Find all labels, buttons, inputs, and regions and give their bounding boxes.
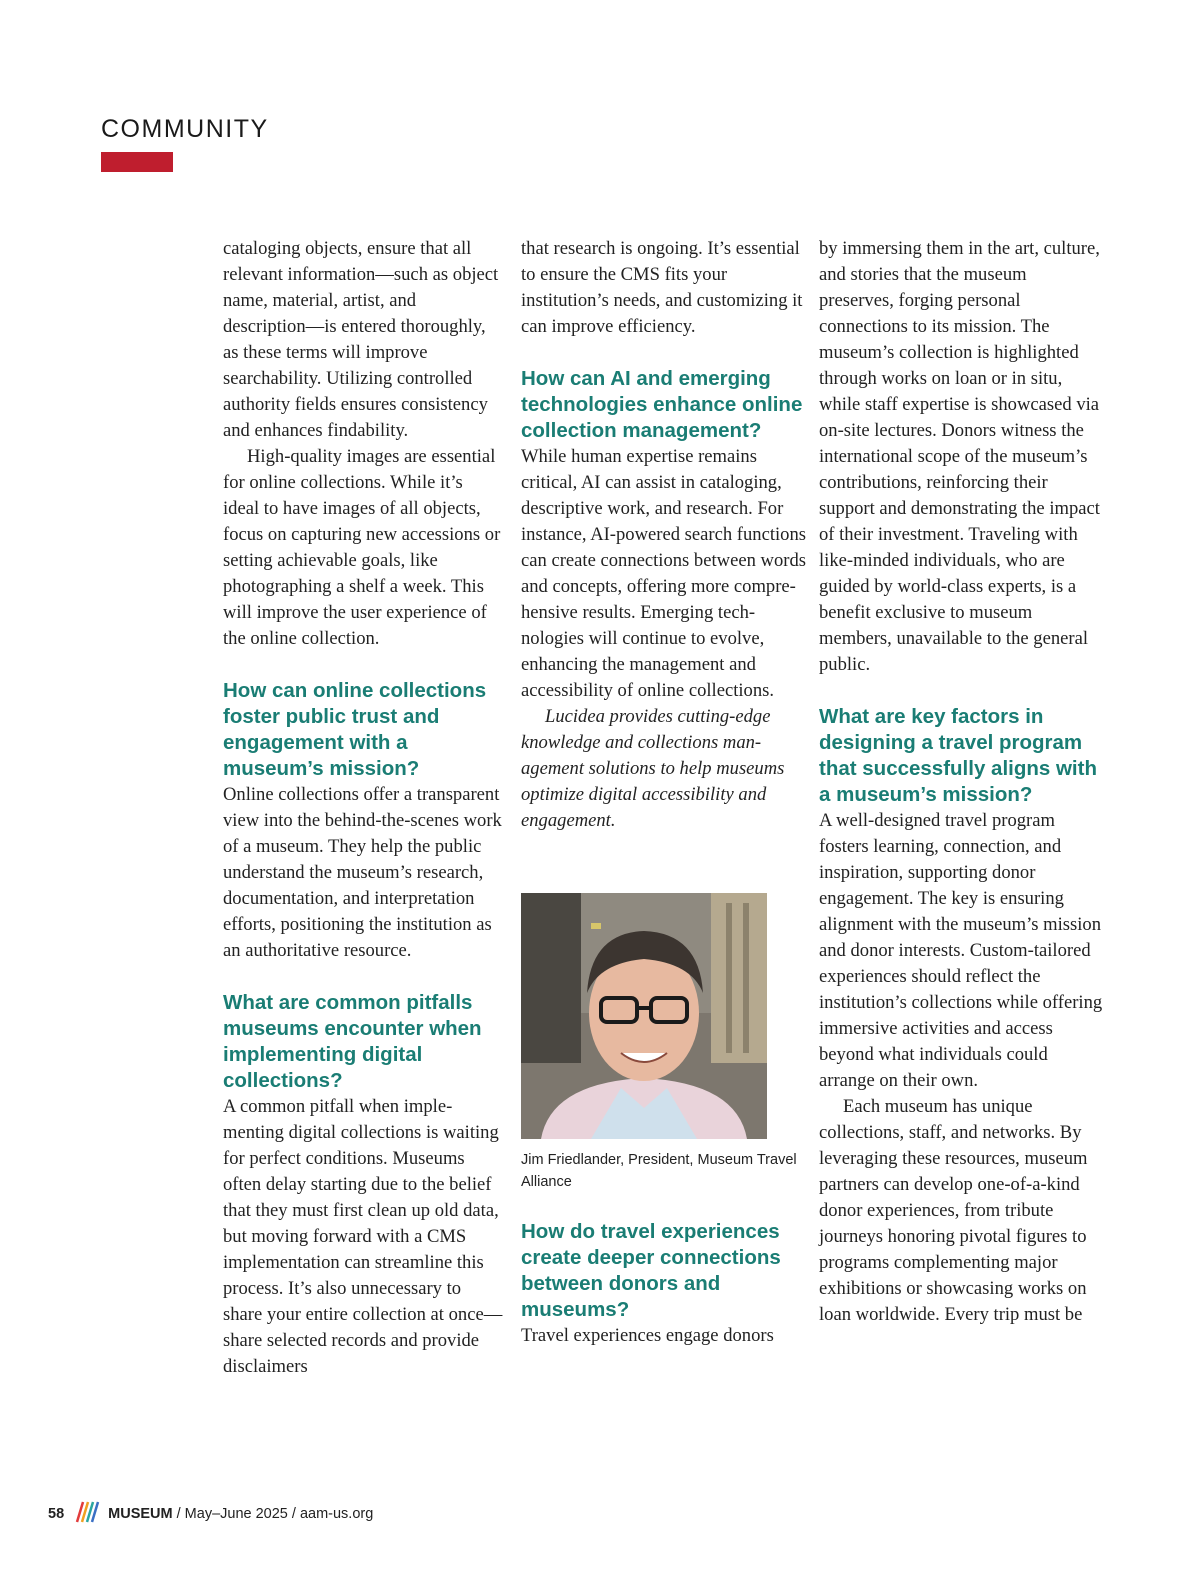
page-number: 58 [48, 1506, 65, 1522]
paragraph: that research is ongoing. It’s essential to ensure the CMS fits your institution’s needs, and customizing it can improve efficiency. [521, 238, 803, 337]
magazine-name: MUSEUM [108, 1506, 173, 1522]
question-heading: What are common pitfalls museums encounter when implementing digital collections? [223, 991, 482, 1092]
paragraph: Online collections offer a transparent view into the behind-the-scenes work of a museum. They help the public understand the museum’s research, documentation, and interpretation efforts, positioning the institution as an authoritative resource. [223, 784, 502, 961]
paragraph: cataloging objects, ensure that all relevant information—such as object name, material, artist, and description—is entered thoroughly, as these terms will improve searchability. Utilizing controlled authority fields ensures consistency and enhances findability. [223, 238, 499, 441]
page-footer [48, 1500, 373, 1528]
portrait-photo [521, 893, 767, 1139]
paragraph: High-quality images are essential for online collections. While it’s ideal to have images of all objects, focus on capturing new accessions or setting achievable goals, like photographing a shelf a week. This will improve the user experience of the online collection. [223, 446, 501, 649]
paragraph: While human expertise remains critical, AI can assist in cataloging, descriptive work, and research. For instance, AI-powered search functions can create connections between words and concepts, offering more comprehensive results. Emerging technologies will continue to evolve, enhancing the management and accessibility of online collections. [521, 446, 806, 701]
photo-caption: Jim Friedlander, President, Museum Travel Alliance [521, 1152, 797, 1190]
question-heading: How can AI and emerging technologies enhance online collection management? [521, 367, 803, 442]
column-1 [223, 236, 503, 1380]
column-3 [819, 236, 1104, 1328]
sponsor-note: Lucidea provides cutting-edge knowledge and collections management solutions to help museums optimize digital accessibility and engagement. [521, 706, 785, 831]
section-label: COMMUNITY [101, 115, 269, 143]
question-heading: What are key factors in designing a travel program that successfully aligns with a museum’s mission? [819, 705, 1097, 806]
paragraph: A well-designed travel program fosters learning, connection, and inspiration, supporting donor engagement. The key is ensuring alignment with the museum’s mission and donor interests. Custom-tailored experiences should reflect the institution’s collections while offering immersive activities and access beyond what individuals could arrange on their own. [819, 810, 1103, 1091]
section-accent-bar [101, 152, 173, 172]
question-heading: How can online collections foster public trust and engagement with a museum’s mission? [223, 679, 487, 780]
paragraph: by immersing them in the art, culture, and stories that the museum preserves, forging personal connections to its mission. The museum’s collection is highlighted through works on loan or in situ, while staff expertise is showcased via on-site lectures. Donors witness the international scope of the museum’s contributions, reinforcing their support and demonstrating the impact of their investment. Traveling with like-minded individuals, who are guided by world-class experts, is a benefit exclusive to museum members, unavailable to the general public. [819, 238, 1100, 675]
paragraph: A common pitfall when implementing digital collections is waiting for perfect conditions. Museums often delay starting due to the belief that they must first clean up old data, but moving forward with a CMS implementation can streamline this process. It’s also unnecessary to share your entire collection at once—share selected records and provide disclaimers [223, 1096, 503, 1377]
column-2 [521, 236, 806, 1349]
paragraph: Travel experiences engage donors [521, 1325, 774, 1346]
question-heading: How do travel experiences create deeper connections between donors and museums? [521, 1220, 781, 1321]
issue-info: / May–June 2025 / aam-us.org [172, 1506, 374, 1522]
aam-logo-icon [74, 1500, 100, 1528]
paragraph: Each museum has unique collections, staff, and networks. By leveraging these resources, museum partners can develop one-of-a-kind donor experiences, from tribute journeys honoring pivotal figures to programs complementing major exhibitions or showcasing works on loan worldwide. Every trip must be [819, 1096, 1088, 1325]
